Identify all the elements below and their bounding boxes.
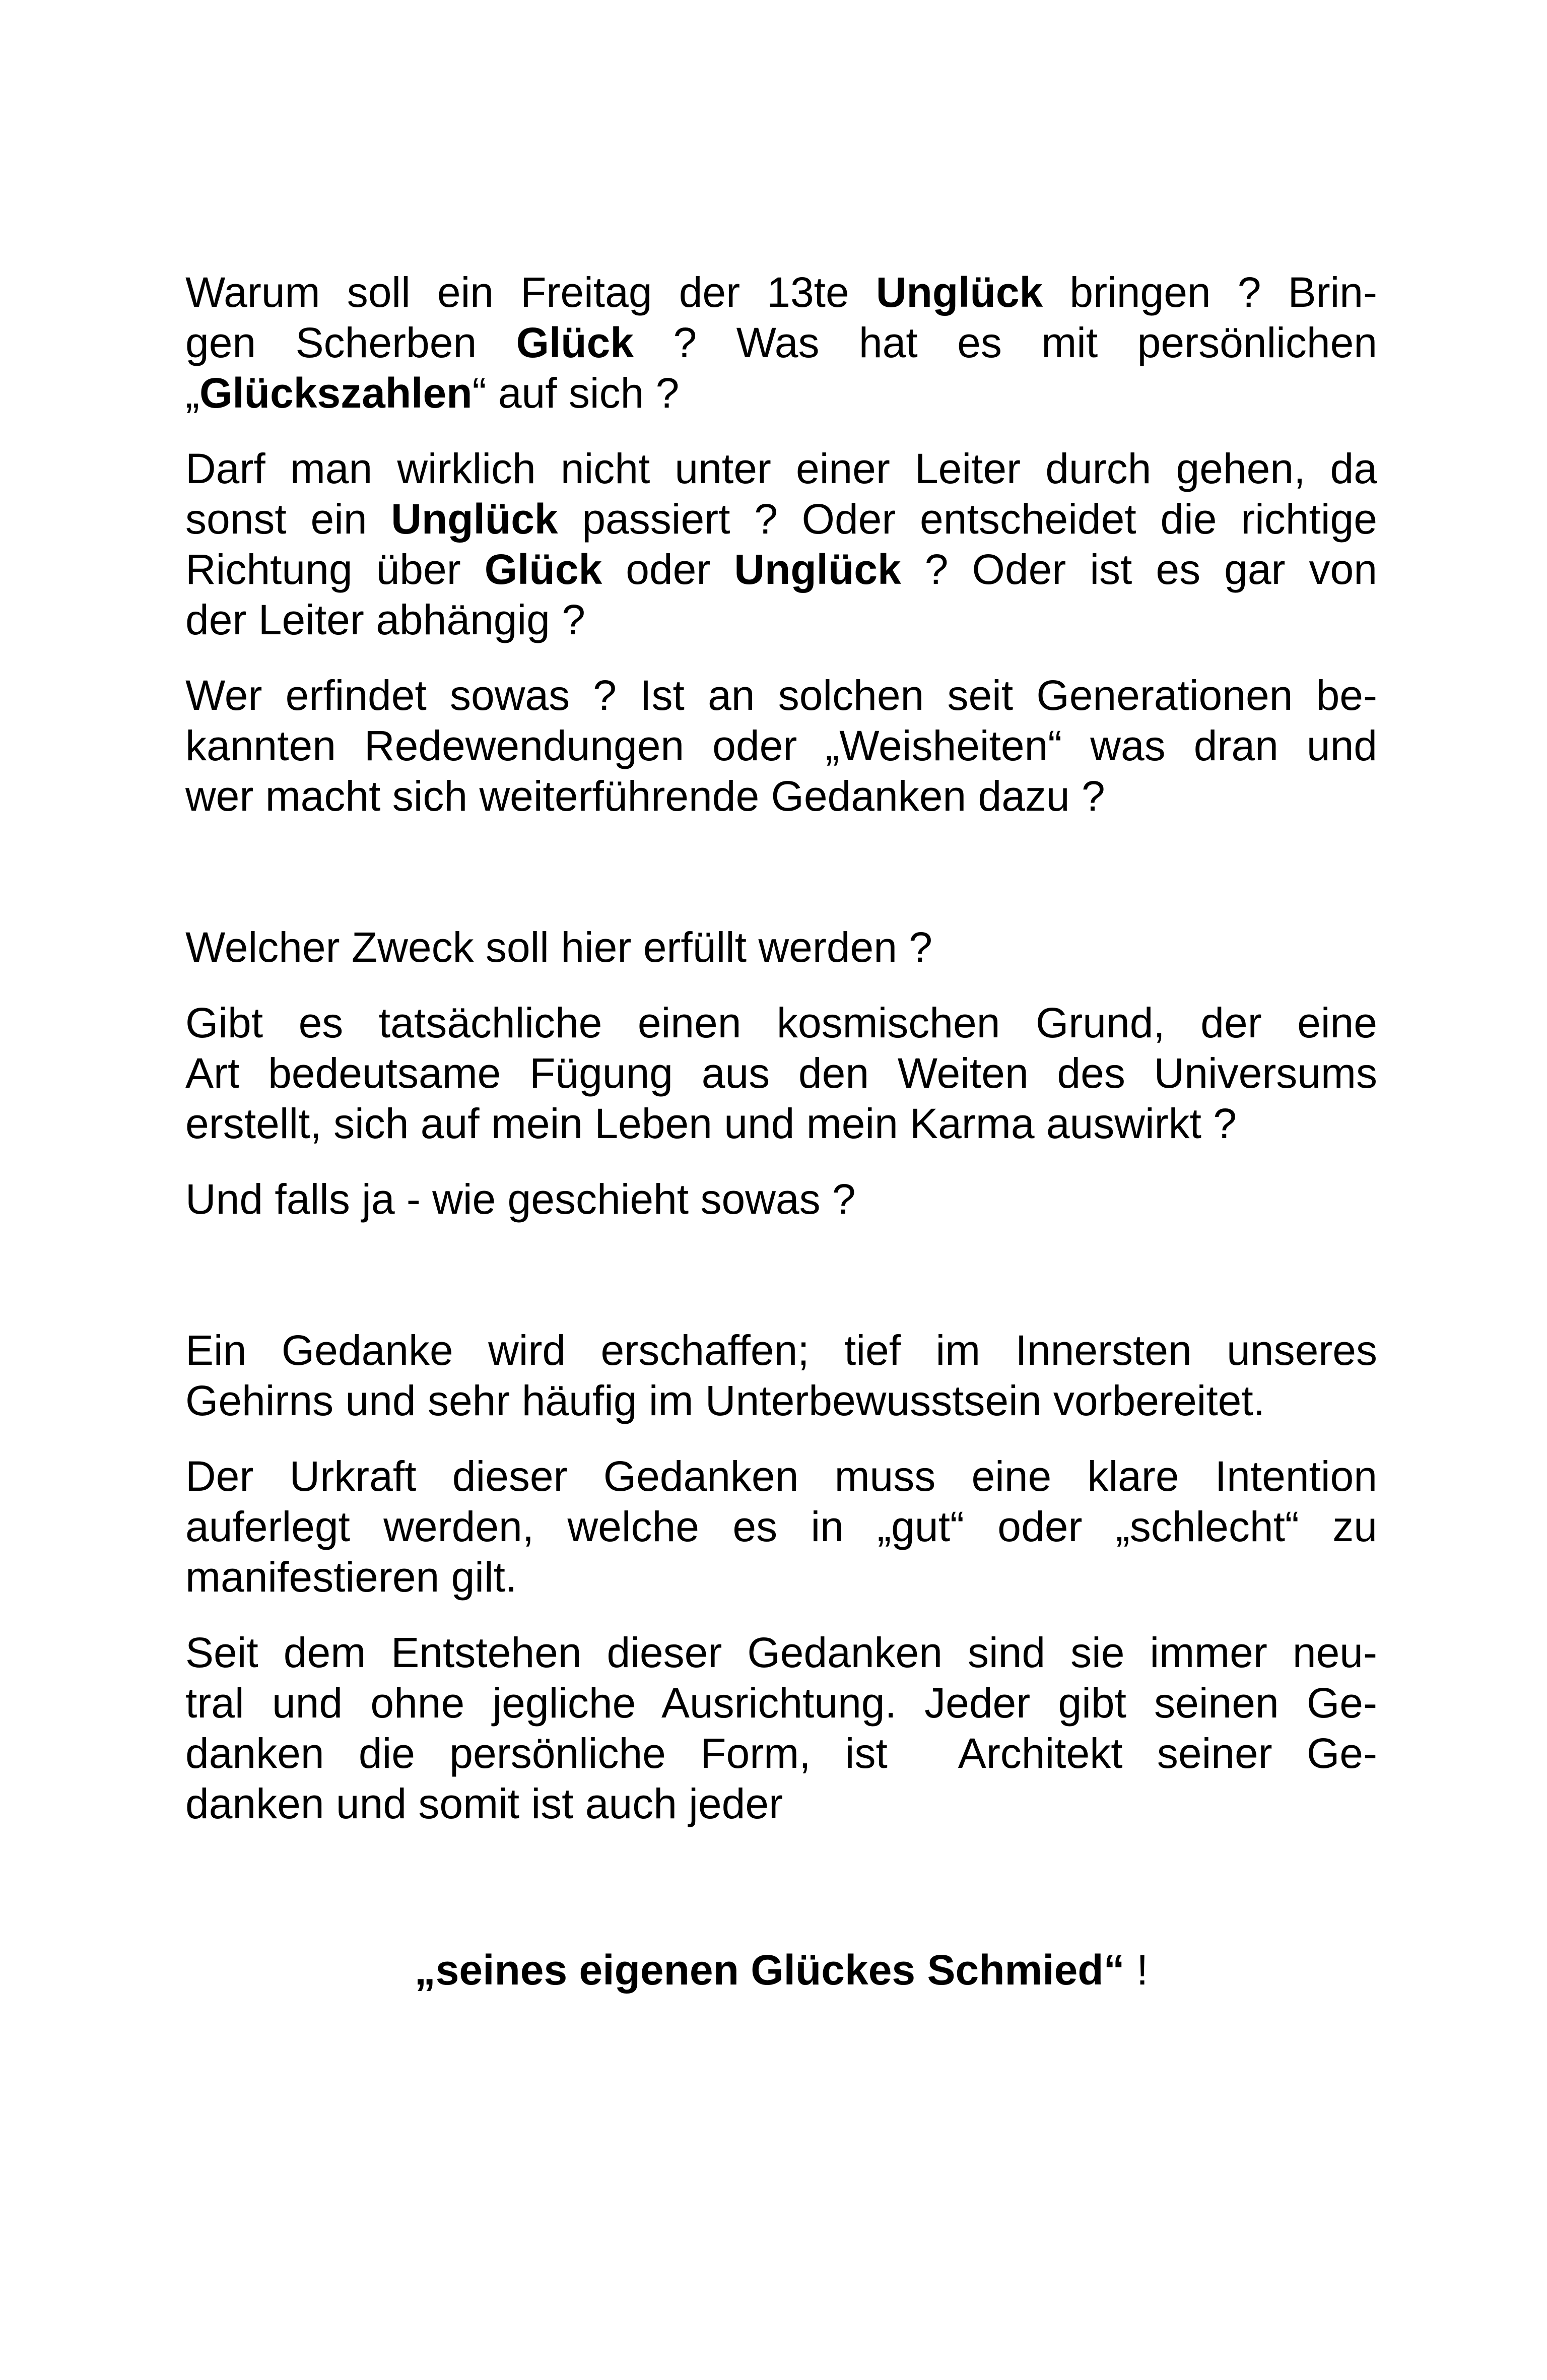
text-line: manifestieren gilt. (185, 1553, 517, 1601)
text-line: Welcher Zweck soll hier erfüllt werden ? (185, 923, 933, 971)
text-line: gen Scherben Glück ? Was hat es mit persönlichen (185, 319, 1377, 366)
text-line: Seit dem Entstehen dieser Gedanken sind sie immer neu- (185, 1629, 1377, 1676)
closing-quote: „seines eigenen Glückes Schmied“ (414, 1946, 1125, 1994)
page-body (185, 267, 1377, 1995)
text-line: der Leiter abhängig ? (185, 596, 585, 643)
bold-word: Glück (516, 319, 634, 366)
text-line: erstellt, sich auf mein Leben und mein Karma auswirkt ? (185, 1100, 1237, 1147)
text-line: Darf man wirklich nicht unter einer Leiter durch gehen, da (185, 445, 1377, 492)
text-line: wer macht sich weiterführende Gedanken dazu ? (185, 772, 1105, 820)
bold-word: Glückszahlen (199, 369, 473, 417)
text-line: Gehirns und sehr häufig im Unterbewusstsein vorbereitet. (185, 1377, 1265, 1424)
paragraph-8 (185, 1451, 1377, 1602)
text-line: sonst ein Unglück passiert ? Oder entscheidet die richtige (185, 495, 1377, 543)
text-line: Art bedeutsame Fügung aus den Weiten des Universums (185, 1049, 1377, 1097)
text-line: tral und ohne jegliche Ausrichtung. Jeder gibt seinen Ge- (185, 1679, 1377, 1727)
text-line: Und falls ja - wie geschieht sowas ? (185, 1175, 856, 1223)
paragraph-2 (185, 443, 1377, 645)
text-line: Der Urkraft dieser Gedanken muss eine klare Intention (185, 1452, 1377, 1500)
text-line: Wer erfindet sowas ? Ist an solchen seit Generationen be- (185, 672, 1377, 719)
text-line: „Glückszahlen“ auf sich ? (185, 369, 680, 417)
closing-line (185, 1945, 1377, 1995)
bold-word: Glück (484, 546, 602, 593)
text-line: Ein Gedanke wird erschaffen; tief im Innersten unseres (185, 1327, 1377, 1374)
bold-word: Unglück (876, 269, 1043, 316)
text-line: danken die persönliche Form, ist Architekt seiner Ge- (185, 1730, 1377, 1777)
bold-word: Unglück (391, 495, 558, 543)
text-line: auferlegt werden, welche es in „gut“ oder „schlecht“ zu (185, 1503, 1377, 1550)
paragraph-6 (185, 1174, 1377, 1224)
paragraph-4 (185, 922, 1377, 972)
bold-word: Unglück (734, 546, 901, 593)
text-line: Gibt es tatsächliche einen kosmischen Grund, der eine (185, 999, 1377, 1046)
text-line: Richtung über Glück oder Unglück ? Oder ist es gar von (185, 546, 1377, 593)
closing-exclamation: ! (1124, 1946, 1149, 1994)
text-line: danken und somit ist auch jeder (185, 1780, 783, 1827)
paragraph-9 (185, 1627, 1377, 1829)
paragraph-3 (185, 670, 1377, 821)
paragraph-1 (185, 267, 1377, 418)
paragraph-5 (185, 998, 1377, 1149)
text-line: kannten Redewendungen oder „Weisheiten“ was dran und (185, 722, 1377, 769)
paragraph-7 (185, 1325, 1377, 1426)
text-line: Warum soll ein Freitag der 13te Unglück bringen ? Brin- (185, 269, 1377, 316)
